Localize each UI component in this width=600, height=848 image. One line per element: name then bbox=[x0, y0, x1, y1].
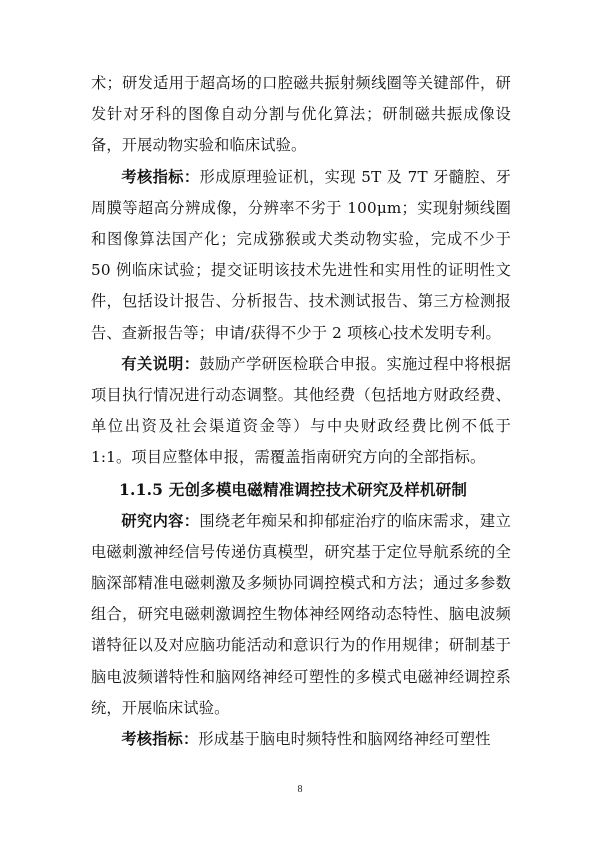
paragraph-label: 有关说明： bbox=[121, 354, 200, 373]
paragraph-research-content-continued bbox=[91, 68, 511, 162]
paragraph-label: 研究内容： bbox=[121, 511, 200, 530]
paragraph-label: 考核指标： bbox=[121, 167, 200, 186]
paragraph-text: 围绕老年痴呆和抑郁症治疗的临床需求，建立电磁刺激神经信号传递仿真模型，研究基于定位导航系统的全脑深部精准电磁刺激及多频协同调控模式和方法；通过多参数组合，研究电磁刺激调控生物体神经网络动态特性、脑电波频谱特征以及对应脑功能活动和意识行为的作用规律；研制基于脑电波频谱特性和脑网络神经可塑性的多模式电磁神经调控系统，开展临床试验。 bbox=[91, 511, 512, 717]
paragraph-research-content bbox=[91, 506, 511, 724]
paragraph-text: 形成基于脑电时频特性和脑网络神经可塑性 bbox=[198, 730, 491, 749]
page-number: 8 bbox=[297, 784, 303, 795]
paragraph-text: 鼓励产学研医检联合申报。实施过程中将根据项目执行情况进行动态调整。其他经费（包括地方财政经费、单位出资及社会渠道资金等）与中央财政经费比例不低于 1:1。项目应整体申报，需覆盖指南研究方向的全部指标。 bbox=[91, 354, 512, 467]
document-body bbox=[91, 68, 511, 755]
section-heading: 1.1.5 无创多模电磁精准调控技术研究及样机研制 bbox=[119, 479, 468, 499]
paragraph-label: 考核指标： bbox=[121, 730, 199, 749]
paragraph-text: 术；研发适用于超高场的口腔磁共振射频线圈等关键部件，研发针对牙科的图像自动分割与优化算法；研制磁共振成像设备，开展动物实验和临床试验。 bbox=[91, 74, 511, 155]
paragraph-assessment-indicators-2 bbox=[91, 724, 511, 755]
paragraph-text: 形成原理验证机，实现 5T 及 7T 牙髓腔、牙周膜等超高分辨成像，分辨率不劣于 100μm；实现射频线圈和图像算法国产化；完成猕猴或犬类动物实验，完成不少于 50 例临床试验；提交证明该技术先进性和实用性的证明性文件，包括设计报告、分析报告、技术测试报告、第三方检测报告、查新报告等；申请/获得不少于 2 项核心技术发明专利。 bbox=[91, 167, 511, 342]
paragraph-assessment-indicators bbox=[91, 162, 511, 349]
paragraph-related-notes bbox=[91, 349, 511, 474]
